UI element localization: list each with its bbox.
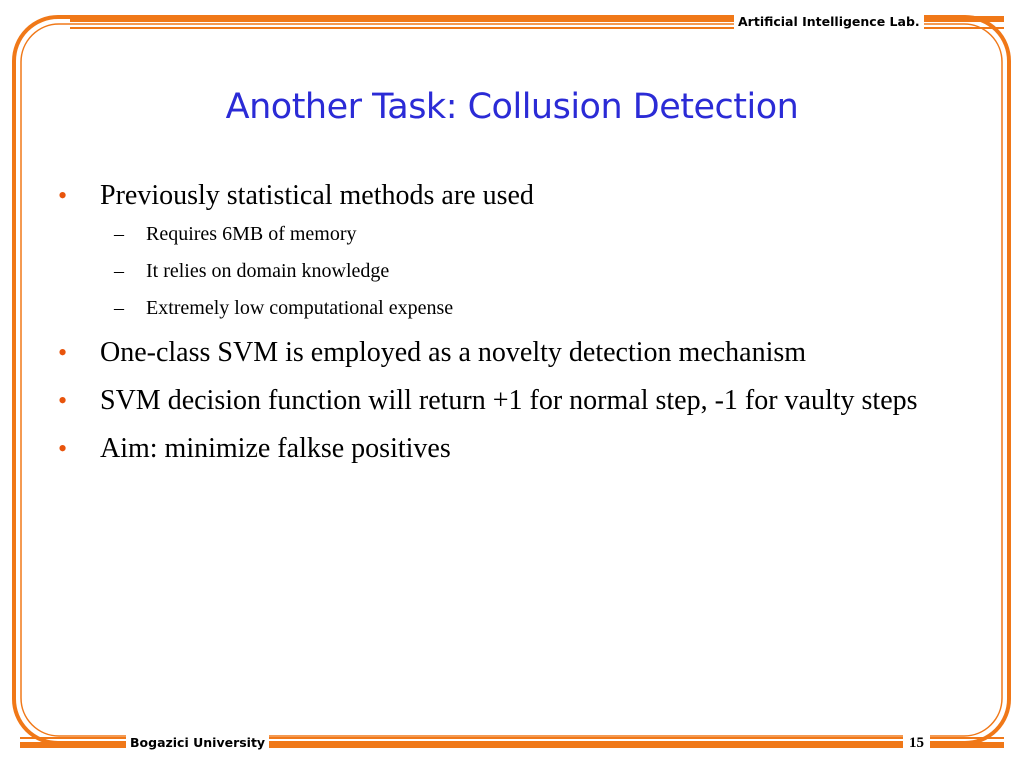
bullet-item — [58, 429, 988, 469]
bullet-icon: • — [58, 386, 68, 415]
sub-bullet-text: Requires 6MB of memory — [146, 223, 357, 245]
bullet-icon: • — [58, 181, 68, 210]
bullet-text: Previously statistical methods are used — [100, 180, 534, 211]
sub-bullet-text: It relies on domain knowledge — [146, 260, 390, 282]
sub-bullet-text: Extremely low computational expense — [146, 297, 454, 319]
sub-bullet-item — [58, 222, 988, 246]
bullet-item — [58, 381, 988, 421]
page-number: 15 — [903, 733, 930, 753]
sub-bullet-item — [58, 259, 988, 283]
bullet-item — [58, 333, 988, 373]
bullet-icon: • — [58, 434, 68, 463]
sub-bullet-item — [58, 296, 988, 320]
slide-title: Another Task: Collusion Detection — [225, 87, 799, 127]
bullet-text: One-class SVM is employed as a novelty detection mechanism — [100, 337, 807, 368]
slide-content — [58, 176, 988, 477]
lab-name: Artificial Intelligence Lab. — [734, 13, 924, 31]
bullet-text: SVM decision function will return +1 for normal step, -1 for vaulty steps — [100, 385, 918, 416]
university-name: Bogazici University — [126, 734, 269, 752]
bullet-text: Aim: minimize falkse positives — [100, 433, 451, 464]
bullet-item — [58, 176, 988, 216]
sub-bullet-list — [58, 222, 988, 320]
bullet-icon: • — [58, 338, 68, 367]
dash-icon: – — [114, 260, 124, 282]
dash-icon: – — [114, 223, 124, 245]
dash-icon: – — [114, 297, 124, 319]
